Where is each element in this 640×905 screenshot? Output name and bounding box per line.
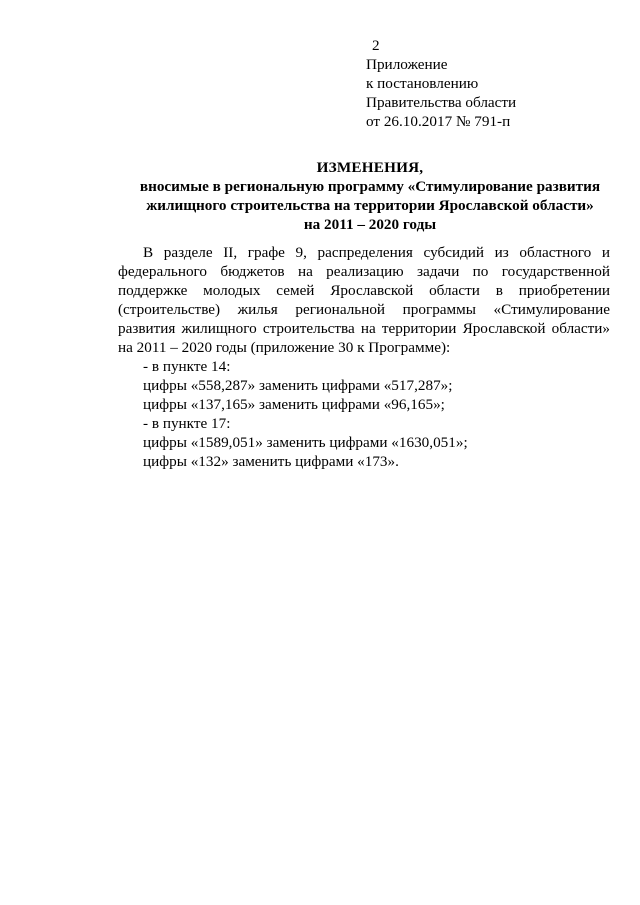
document-body (118, 243, 610, 471)
document-title (100, 158, 640, 234)
title-heading: ИЗМЕНЕНИЯ, (316, 159, 424, 176)
appendix-line: Правительства области (366, 94, 517, 111)
appendix-header (366, 55, 516, 131)
appendix-line: к постановлению (366, 75, 479, 92)
page-number: 2 (372, 37, 380, 54)
list-item: цифры «132» заменить цифрами «173». (143, 453, 399, 470)
list-item: - в пункте 17: (143, 415, 231, 432)
body-paragraph: В разделе II, графе 9, распределения субсидий из областного и федерального бюджетов на реализацию задачи по государственной поддержке молодых семей Ярославской области в приобретении (строительстве) жилья региональной программы «Стимулирование развития жилищного строительства на территории Ярославской области» на 2011 – 2020 годы (приложение 30 к Программе): (118, 244, 610, 356)
list-item: цифры «137,165» заменить цифрами «96,165»; (143, 396, 445, 413)
title-line: на 2011 – 2020 годы (303, 216, 437, 233)
title-line: жилищного строительства на территории Ярославской области» (146, 197, 594, 214)
list-item: цифры «1589,051» заменить цифрами «1630,051»; (143, 434, 468, 451)
title-line: вносимые в региональную программу «Стимулирование развития (139, 178, 601, 195)
list-item: - в пункте 14: (143, 358, 231, 375)
list-item: цифры «558,287» заменить цифрами «517,287»; (143, 377, 453, 394)
appendix-line: Приложение (366, 56, 448, 73)
appendix-date-number: от 26.10.2017 № 791-п (366, 113, 511, 130)
